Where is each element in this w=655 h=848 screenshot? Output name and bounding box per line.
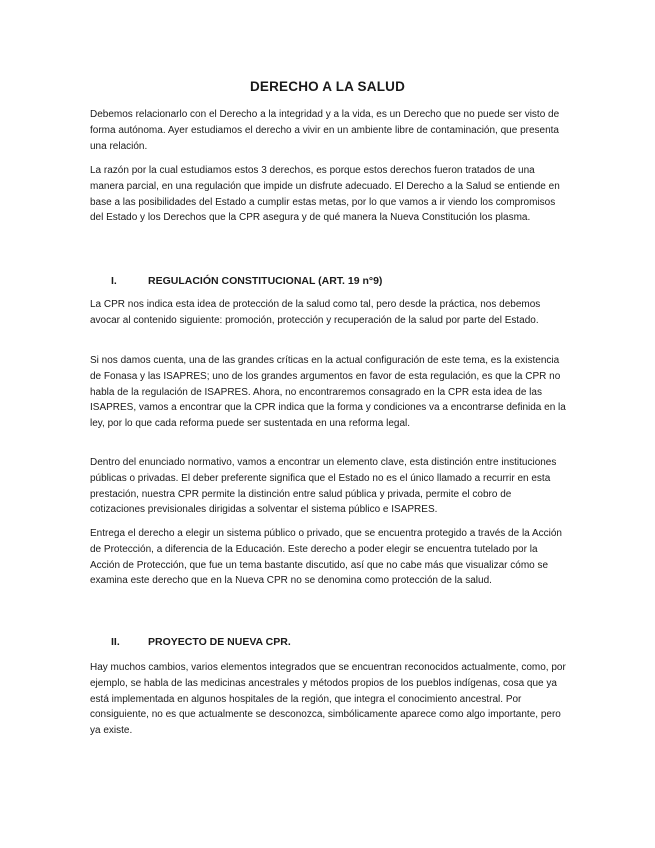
section-number-2: II. <box>111 636 120 648</box>
section-number-1: I. <box>111 275 117 287</box>
section-1-paragraph-2: Si nos damos cuenta, una de las grandes críticas en la actual configuración de este tema, es la existencia de Fonasa y las ISAPRES; uno de los grandes argumentos en favor de esta regulación, es que la CPR no habla de la regulación de ISAPRES. Ahora, no encontraremos consagrado en la CPR esta idea de las ISAPRES, vamos a encontrar que la CPR indica que la forma y condiciones va a encontrarse definida en la ley, por lo que cada reforma puede ser sustentada en una reforma legal. <box>90 355 566 430</box>
section-title-2: PROYECTO DE NUEVA CPR. <box>148 636 291 648</box>
section-heading-1 <box>111 275 382 287</box>
section-title-1: REGULACIÓN CONSTITUCIONAL (ART. 19 n°9) <box>148 275 383 287</box>
section-1-paragraph-4: Entrega el derecho a elegir un sistema público o privado, que se encuentra protegido a través de la Acción de Protección, a diferencia de la Educación. Este derecho a poder elegir se encuentra tutelado por la Acción de Protección, que fue un tema bastante discutido, así que no cabe más que visualizar cómo se examina este derecho que en la Nueva CPR no se denomina como protección de la salud. <box>90 528 562 587</box>
document-title: DERECHO A LA SALUD <box>249 79 406 94</box>
section-2-paragraph-1: Hay muchos cambios, varios elementos integrados que se encuentran reconocidos actualmente, como, por ejemplo, se habla de las medicinas ancestrales y métodos propios de los pueblos indígenas, cosa que ya está implementada en algunos hospitales de la región, que integra el conocimiento ancestral. Por consiguiente, no es que actualmente se desconozca, simbólicamente aparece como algo importante, pero ya existe. <box>90 662 566 737</box>
section-1-paragraph-3: Dentro del enunciado normativo, vamos a encontrar un elemento clave, esta distinción entre instituciones públicas o privadas. El deber preferente significa que el Estado no es el único llamado a recurrir en esta prestación, nuestra CPR permite la distinción entre salud pública y privada, permite el cobro de cotizaciones previsionales dirigidas a solventar el sistema público e ISAPRES. <box>90 457 557 516</box>
section-heading-2 <box>111 636 291 648</box>
section-1-paragraph-1: La CPR nos indica esta idea de protección de la salud como tal, pero desde la práctica, nos debemos avocar al contenido siguiente: promoción, protección y recuperación de la salud por parte del Estado. <box>90 299 541 326</box>
intro-paragraph-1: Debemos relacionarlo con el Derecho a la integridad y a la vida, es un Derecho que no puede ser visto de forma autónoma. Ayer estudiamos el derecho a vivir en un ambiente libre de contaminación, que presenta una relación. <box>90 109 560 152</box>
intro-paragraph-2: La razón por la cual estudiamos estos 3 derechos, es porque estos derechos fueron tratados de una manera parcial, en una regulación que impide un disfrute adecuado. El Derecho a la Salud se entiende en base a las posibilidades del Estado a cumplir estas metas, por lo que vamos a ir viendo los compromisos del Estado y los Derechos que la CPR asegura y de qué manera la Nueva Constitución los plasma. <box>90 165 560 224</box>
